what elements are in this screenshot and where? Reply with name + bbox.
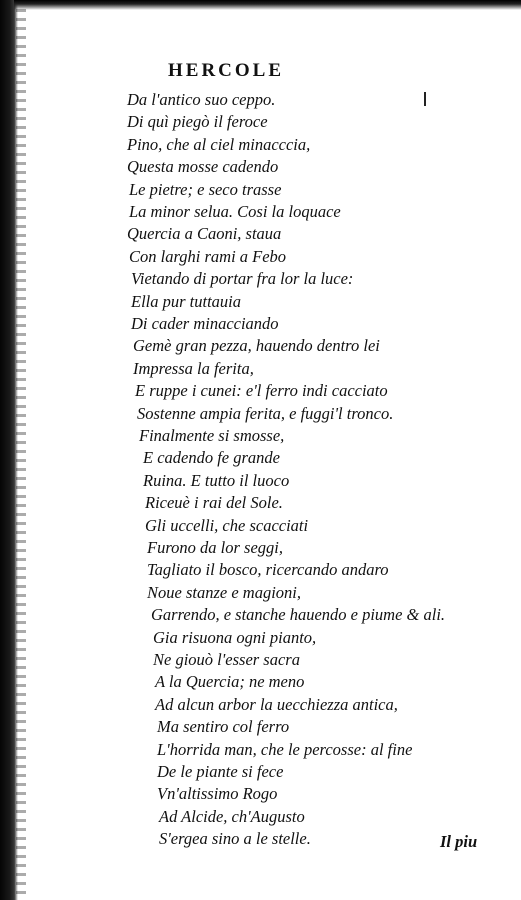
verse-line: A la Quercia; ne meno [155, 672, 305, 692]
verse-line: De le piante si fece [157, 762, 284, 781]
verse-line: E cadendo fe grande [143, 448, 281, 468]
verse-line: Garrendo, e stanche hauendo e piume & ali. [151, 605, 446, 625]
verse-line: Ne giouò l'esser sacra [153, 650, 300, 669]
verse-line: Ruina. E tutto il luoco [143, 470, 290, 490]
top-edge-shadow [14, 0, 521, 10]
verse-line: Gia risuona ogni pianto, [153, 627, 317, 647]
verse-line: Tagliato il bosco, ricercando andaro [147, 560, 389, 580]
catchword: Il piu [440, 832, 478, 851]
verse-line: Vn'altissimo Rogo [157, 784, 278, 804]
verse-line: Questa mosse cadendo [127, 157, 279, 177]
verse-line: Sostenne ampia ferita, e fuggi'l tronco. [137, 403, 394, 423]
verse-line: Le pietre; e seco trasse [129, 179, 282, 199]
verse-line: Di quì piegò il feroce [127, 112, 268, 132]
verse-line: Pino, che al ciel minacccia, [127, 134, 311, 154]
page-edges [16, 0, 26, 900]
verse-line: L'horrida man, che le percosse: al fine [157, 739, 413, 759]
verse-line: E ruppe i cunei: e'l ferro indi cacciato [135, 381, 388, 401]
verse-line: Gemè gran pezza, hauendo dentro lei [133, 336, 380, 356]
verse-line: Quercia a Caoni, staua [127, 224, 282, 244]
verse-line: Ella pur tuttauia [131, 291, 242, 311]
running-header: HERCOLE [168, 60, 285, 81]
verse-line: Noue stanze e magioni, [147, 582, 301, 602]
verse-line: Da l'antico suo ceppo. [127, 90, 276, 109]
verse-line: Furono da lor seggi, [147, 538, 283, 557]
margin-mark [424, 92, 426, 106]
verse-line: Di cader minacciando [131, 314, 279, 333]
verse-line: Ad alcun arbor la uecchiezza antica, [155, 694, 398, 714]
verse-line: Ad Alcide, ch'Augusto [159, 806, 305, 826]
verse-line: Con larghi rami a Febo [129, 246, 287, 266]
verse-line: Finalmente si smosse, [139, 426, 285, 445]
verse-line: La minor selua. Cosi la loquace [129, 202, 341, 221]
verse-line: Vietando di portar fra lor la luce: [131, 269, 354, 289]
verse-line: Gli uccelli, che scacciati [145, 515, 309, 535]
verse-line: Ma sentiro col ferro [157, 717, 290, 737]
verse-line: Impressa la ferita, [133, 358, 254, 378]
verse-line: Riceuè i rai del Sole. [145, 493, 283, 513]
verse-line: S'ergea sino a le stelle. [159, 829, 311, 849]
